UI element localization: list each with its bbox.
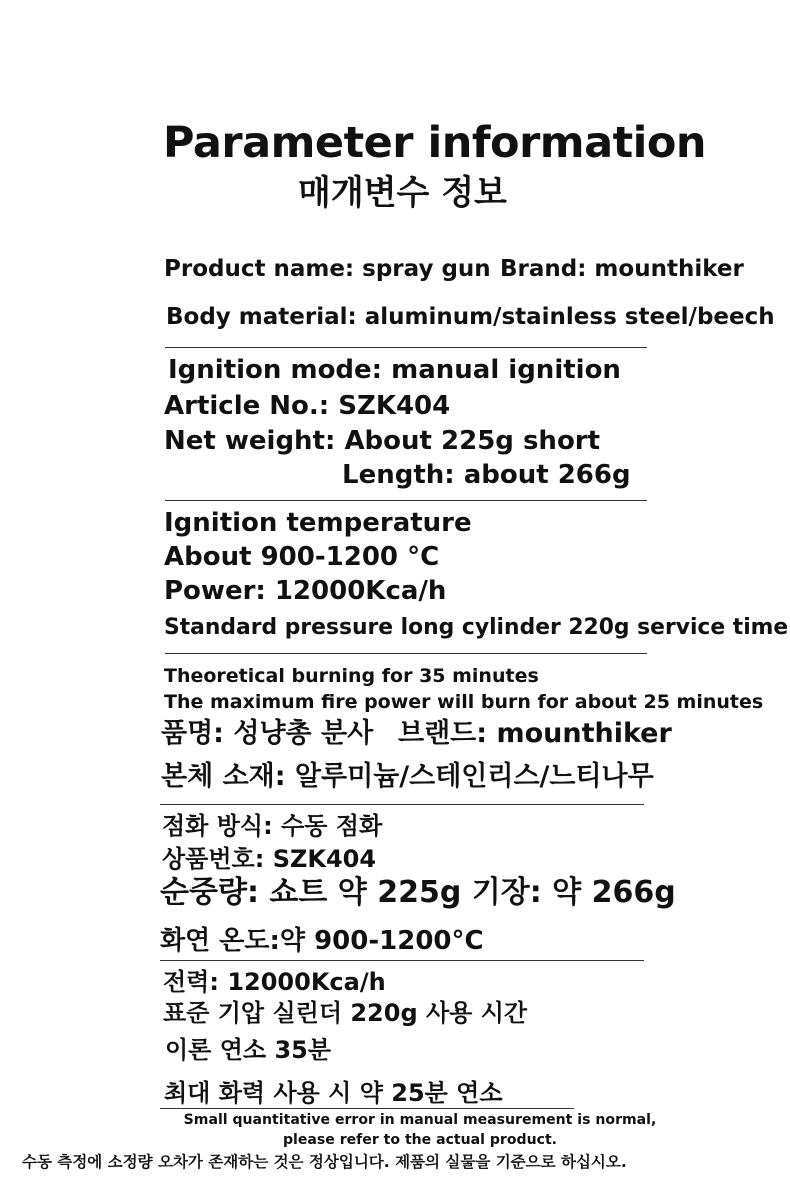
power-en: Power: 12000Kca/h: [164, 576, 447, 606]
ignition-temp-value-en: About 900-1200 °C: [164, 542, 440, 572]
article-no-ko: 상품번호: SZK404: [162, 845, 377, 873]
standard-pressure-en: Standard pressure long cylinder 220g service time: [164, 615, 789, 640]
product-name-ko: 품명: 성냥총 분사: [161, 718, 374, 749]
divider: [165, 653, 647, 654]
ignition-mode-en: Ignition mode: manual ignition: [168, 355, 621, 385]
divider: [160, 1108, 574, 1109]
max-burn-ko: 최대 화력 사용 시 약 25분 연소: [164, 1079, 503, 1107]
net-weight-ko: 순중량: 쇼트 약 225g 기장: 약 266g: [160, 875, 676, 910]
divider: [165, 347, 647, 348]
length-en: Length: about 266g: [342, 460, 631, 490]
brand-ko: 브랜드: mounthiker: [398, 718, 672, 749]
page-title: Parameter information: [163, 118, 707, 168]
footnote-ko: 수동 측정에 소정량 오차가 존재하는 것은 정상입니다. 제품의 실물을 기준으로 하십시오.: [22, 1153, 627, 1171]
flame-temp-ko: 화연 온도:약 900-1200°C: [160, 926, 484, 956]
net-weight-en: Net weight: About 225g short: [164, 426, 601, 456]
brand-en: Brand: mounthiker: [500, 256, 744, 282]
footnote-en-line2: please refer to the actual product.: [282, 1132, 558, 1148]
theoretical-burning-en: Theoretical burning for 35 minutes: [164, 665, 539, 687]
divider: [160, 804, 644, 805]
divider: [160, 960, 644, 961]
ignition-temp-label-en: Ignition temperature: [164, 508, 472, 538]
footnote-en-line1: Small quantitative error in manual measurement is normal,: [183, 1112, 657, 1128]
max-fire-en: The maximum fire power will burn for about 25 minutes: [164, 691, 764, 713]
product-name-en: Product name: spray gun: [164, 256, 491, 282]
body-material-ko: 본체 소재: 알루미늄/스테인리스/느티나무: [161, 761, 654, 792]
standard-pressure-ko: 표준 기압 실린더 220g 사용 시간: [163, 999, 528, 1027]
body-material-en: Body material: aluminum/stainless steel/beech: [166, 304, 775, 330]
theory-burn-ko: 이론 연소 35분: [165, 1036, 332, 1064]
ignition-mode-ko: 점화 방식: 수동 점화: [162, 812, 383, 840]
power-ko: 전력: 12000Kca/h: [163, 968, 386, 996]
divider: [165, 500, 647, 501]
article-no-en: Article No.: SZK404: [164, 391, 451, 421]
page-title-korean: 매개변수 정보: [298, 173, 507, 213]
